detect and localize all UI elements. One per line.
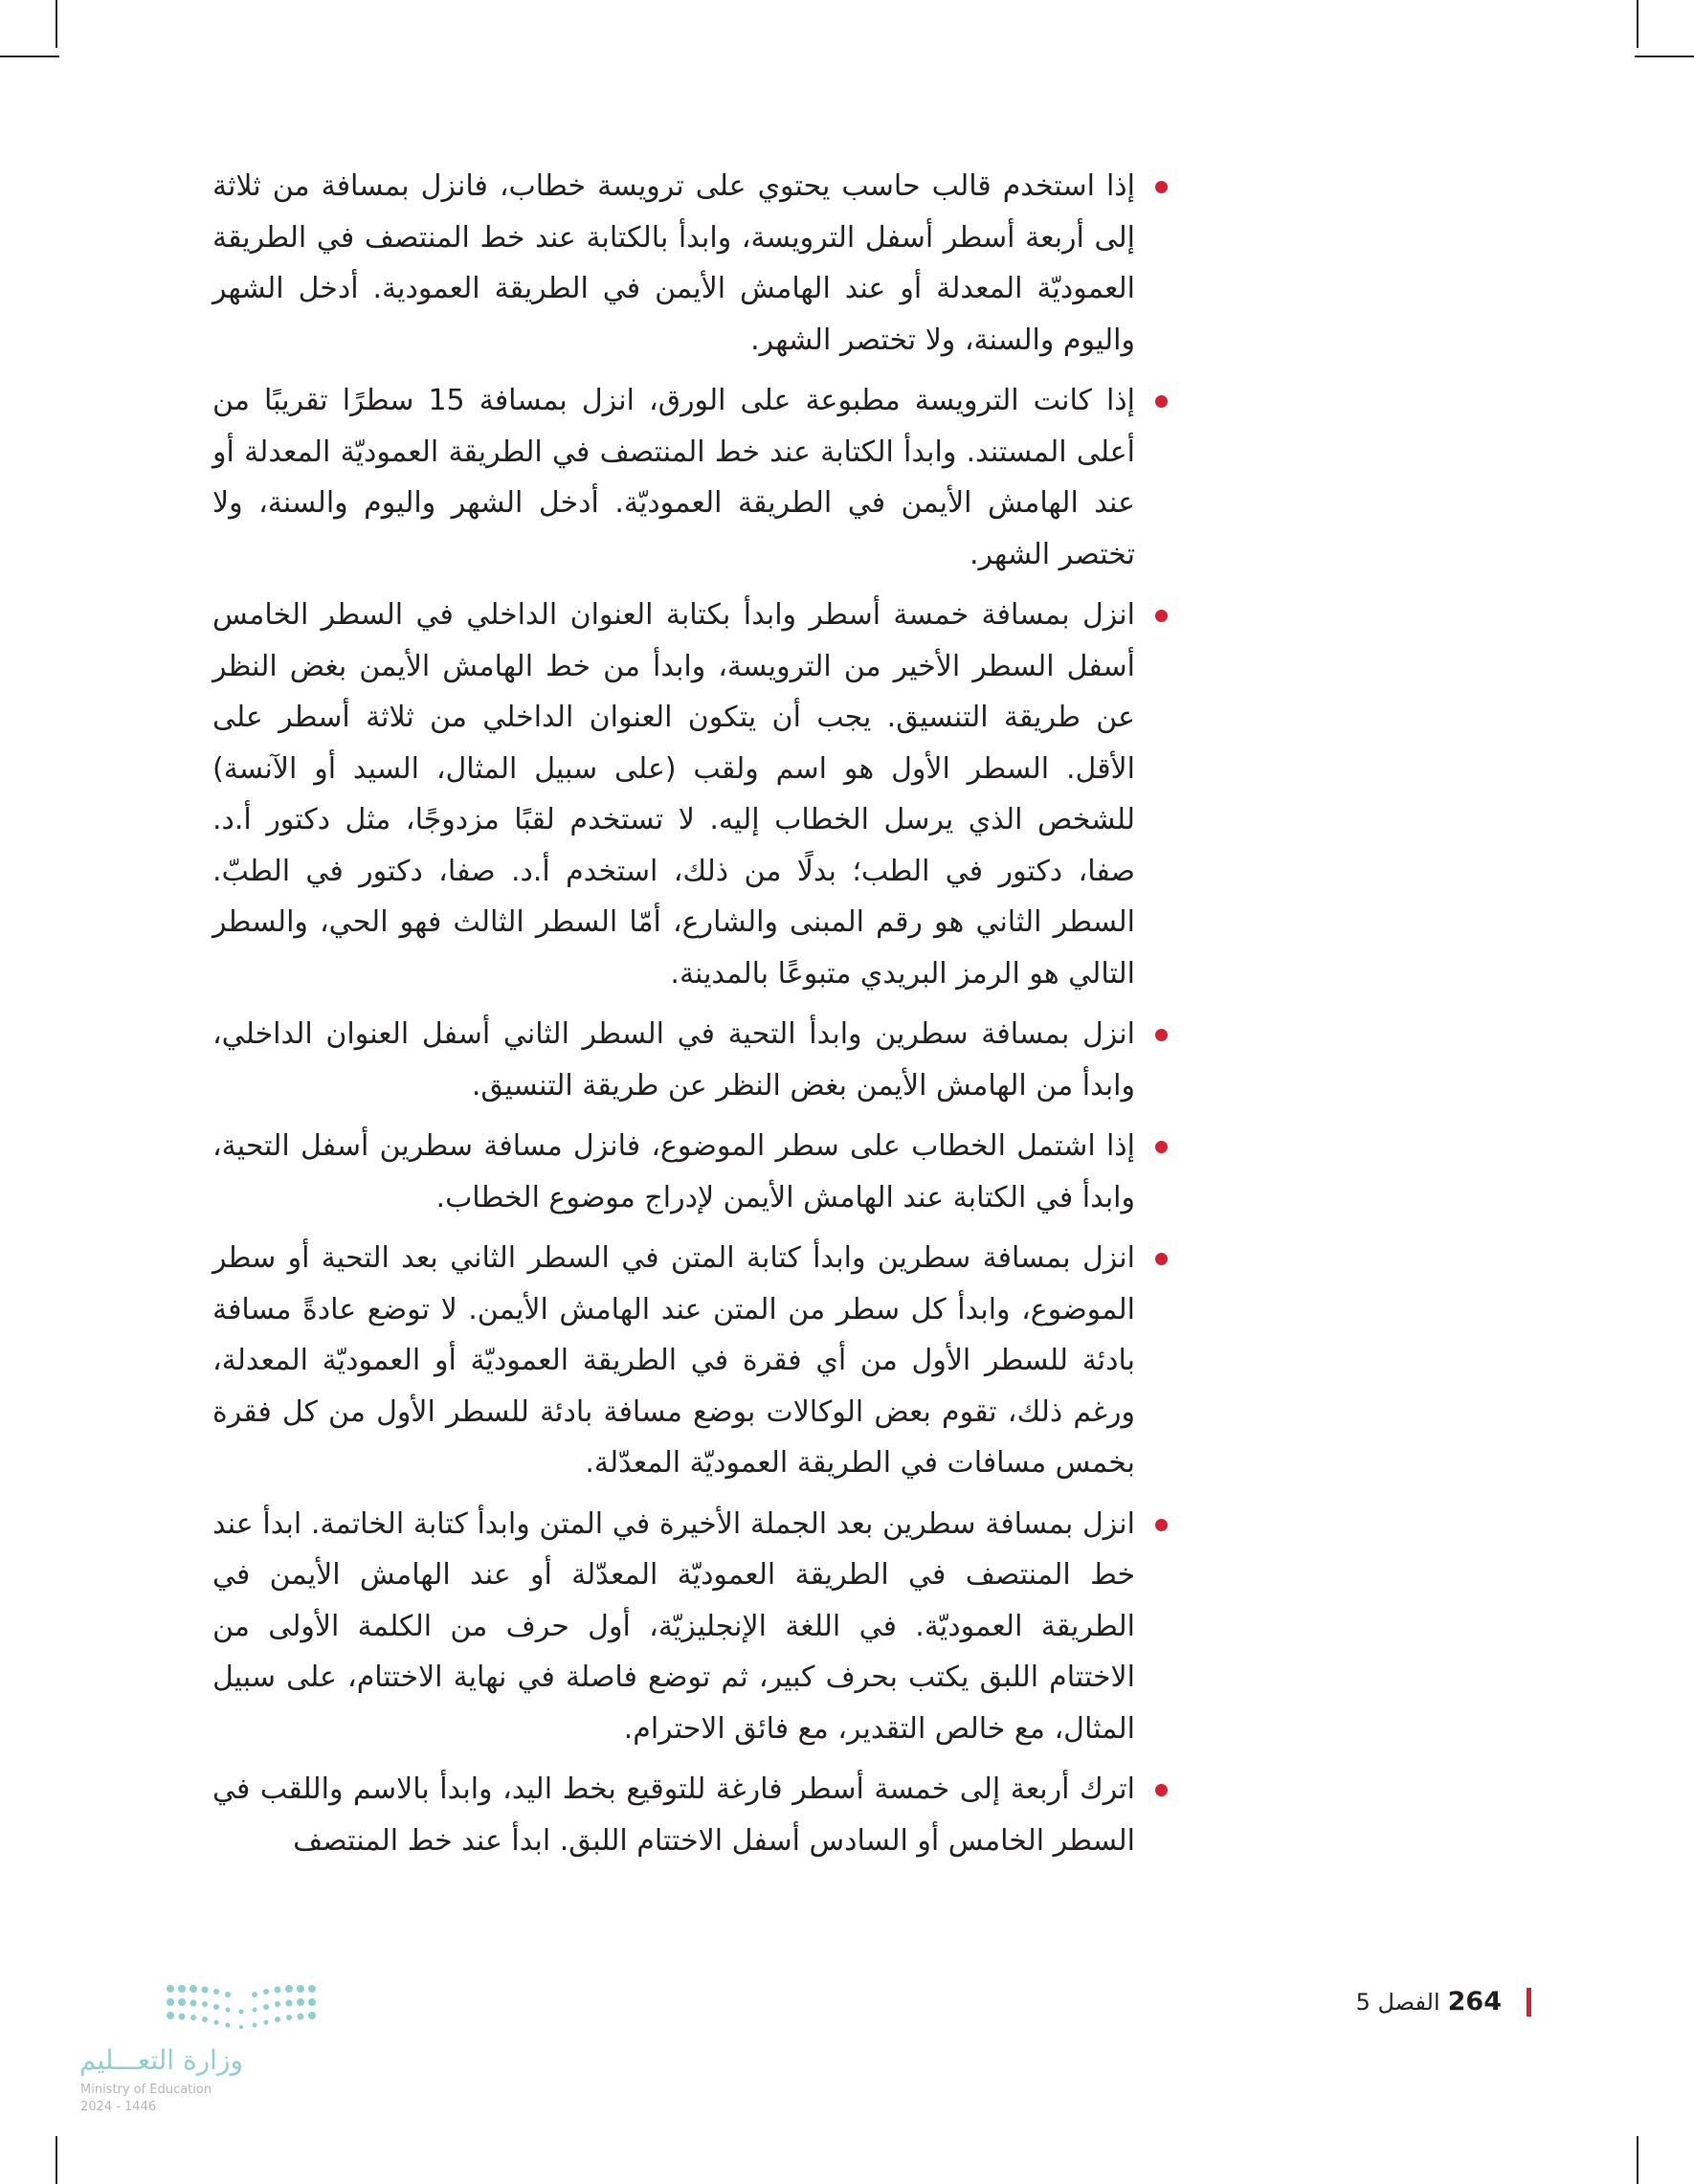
bullet-item <box>212 1009 1170 1111</box>
bullet-dot-icon <box>1155 1519 1168 1531</box>
bullet-item <box>212 590 1170 999</box>
page-number: 264 <box>1447 1987 1502 2017</box>
bullet-item <box>212 375 1170 580</box>
bullet-text: انزل بمسافة سطرين بعد الجملة الأخيرة في المتن وابدأ كتابة الخاتمة. ابدأ عند خط المنتصف في الطريقة العموديّة المعدّلة أو عند الهامش الأيمن في الطريقة العموديّة. في اللغة الإنجليزيّة، أول حرف من الكلمة الأولى من الاختتام اللبق يكتب بحرف كبير، ثم توضع فاصلة في نهاية الاختتام، على سبيل المثال، مع خالص التقدير، مع فائق الاحترام. <box>212 1506 1135 1746</box>
ministry-dots-icon <box>165 1981 318 2035</box>
bullet-dot-icon <box>1155 1253 1168 1265</box>
bullet-dot-icon <box>1155 395 1168 408</box>
main-text <box>212 161 1170 1876</box>
chapter-label: الفصل 5 <box>1355 1988 1440 2016</box>
bullet-text: إذا كانت الترويسة مطبوعة على الورق، انزل بمسافة 15 سطرًا تقريبًا من أعلى المستند. وابدأ الكتابة عند خط المنتصف في الطريقة العموديّة المعدلة أو عند الهامش الأيمن في الطريقة العموديّة. أدخل الشهر واليوم والسنة، ولا تختصر الشهر. <box>212 384 1135 571</box>
bullet-item <box>212 1233 1170 1489</box>
footer-accent-bar <box>1527 1988 1531 2017</box>
bullet-item <box>212 1764 1170 1866</box>
bullet-item <box>212 161 1170 366</box>
crop-mark-top-left <box>56 0 57 48</box>
ministry-logo <box>78 1981 327 2125</box>
bullet-dot-icon <box>1155 1141 1168 1153</box>
bullet-text: انزل بمسافة خمسة أسطر وابدأ بكتابة العنوان الداخلي في السطر الخامس أسفل السطر الأخير من الترويسة، وابدأ من خط الهامش الأيمن بغض النظر عن طريقة التنسيق. يجب أن يتكون العنوان الداخلي من ثلاثة أسطر على الأقل. السطر الأول هو اسم ولقب (على سبيل المثال، السيد أو الآنسة) للشخص الذي يرسل الخطاب إليه. لا تستخدم لقبًا مزدوجًا، مثل دكتور أ.د. صفا، دكتور في الطب؛ بدلًا من ذلك، استخدم أ.د. صفا، دكتور في الطبّ. السطر الثاني هو رقم المبنى والشارع، أمّا السطر الثالث فهو الحي، والسطر التالي هو الرمز البريدي متبوعًا بالمدينة. <box>212 598 1135 991</box>
crop-mark-bottom-right <box>1637 2136 1638 2184</box>
bullet-text: إذا اشتمل الخطاب على سطر الموضوع، فانزل مسافة سطرين أسفل التحية، وابدأ في الكتابة عند الهامش الأيمن لإدراج موضوع الخطاب. <box>212 1129 1135 1215</box>
bullet-text: انزل بمسافة سطرين وابدأ كتابة المتن في السطر الثاني بعد التحية أو سطر الموضوع، وابدأ كل سطر من المتن عند الهامش الأيمن. لا توضع عادةً مسافة بادئة للسطر الأول من أي فقرة في الطريقة العموديّة أو العموديّة المعدلة، ورغم ذلك، تقوم بعض الوكالات بوضع مسافة بادئة للسطر الأول من كل فقرة بخمس مسافات في الطريقة العموديّة المعدّلة. <box>212 1241 1135 1480</box>
ministry-name-english: Ministry of Education <box>80 2083 212 2097</box>
bullet-item <box>212 1499 1170 1755</box>
ministry-year: 2024 - 1446 <box>80 2100 157 2114</box>
bullet-text: انزل بمسافة سطرين وابدأ التحية في السطر الثاني أسفل العنوان الداخلي، وابدأ من الهامش الأيمن بغض النظر عن طريقة التنسيق. <box>212 1017 1135 1103</box>
bullet-dot-icon <box>1155 181 1168 193</box>
bullet-item <box>212 1121 1170 1223</box>
bullet-text: إذا استخدم قالب حاسب يحتوي على ترويسة خطاب، فانزل بمسافة من ثلاثة إلى أربعة أسطر أسفل الترويسة، وابدأ بالكتابة عند خط المنتصف في الطريقة العموديّة المعدلة أو عند الهامش الأيمن في الطريقة العمودية. أدخل الشهر واليوم والسنة، ولا تختصر الشهر. <box>212 169 1135 357</box>
crop-mark-top-right-h <box>1635 56 1694 57</box>
page-footer <box>1356 1987 1531 2017</box>
crop-mark-top-right <box>1637 0 1638 48</box>
bullet-dot-icon <box>1155 610 1168 622</box>
ministry-name-arabic: وزارة التعـــليم <box>78 2044 243 2076</box>
crop-mark-bottom-left <box>56 2136 57 2184</box>
crop-mark-top-left-h <box>0 56 59 57</box>
bullet-text: اترك أربعة إلى خمسة أسطر فارغة للتوقيع بخط اليد، وابدأ بالاسم واللقب في السطر الخامس أو السادس أسفل الاختتام اللبق. ابدأ عند خط المنتصف <box>212 1772 1135 1858</box>
bullet-dot-icon <box>1155 1784 1168 1796</box>
bullet-dot-icon <box>1155 1029 1168 1041</box>
